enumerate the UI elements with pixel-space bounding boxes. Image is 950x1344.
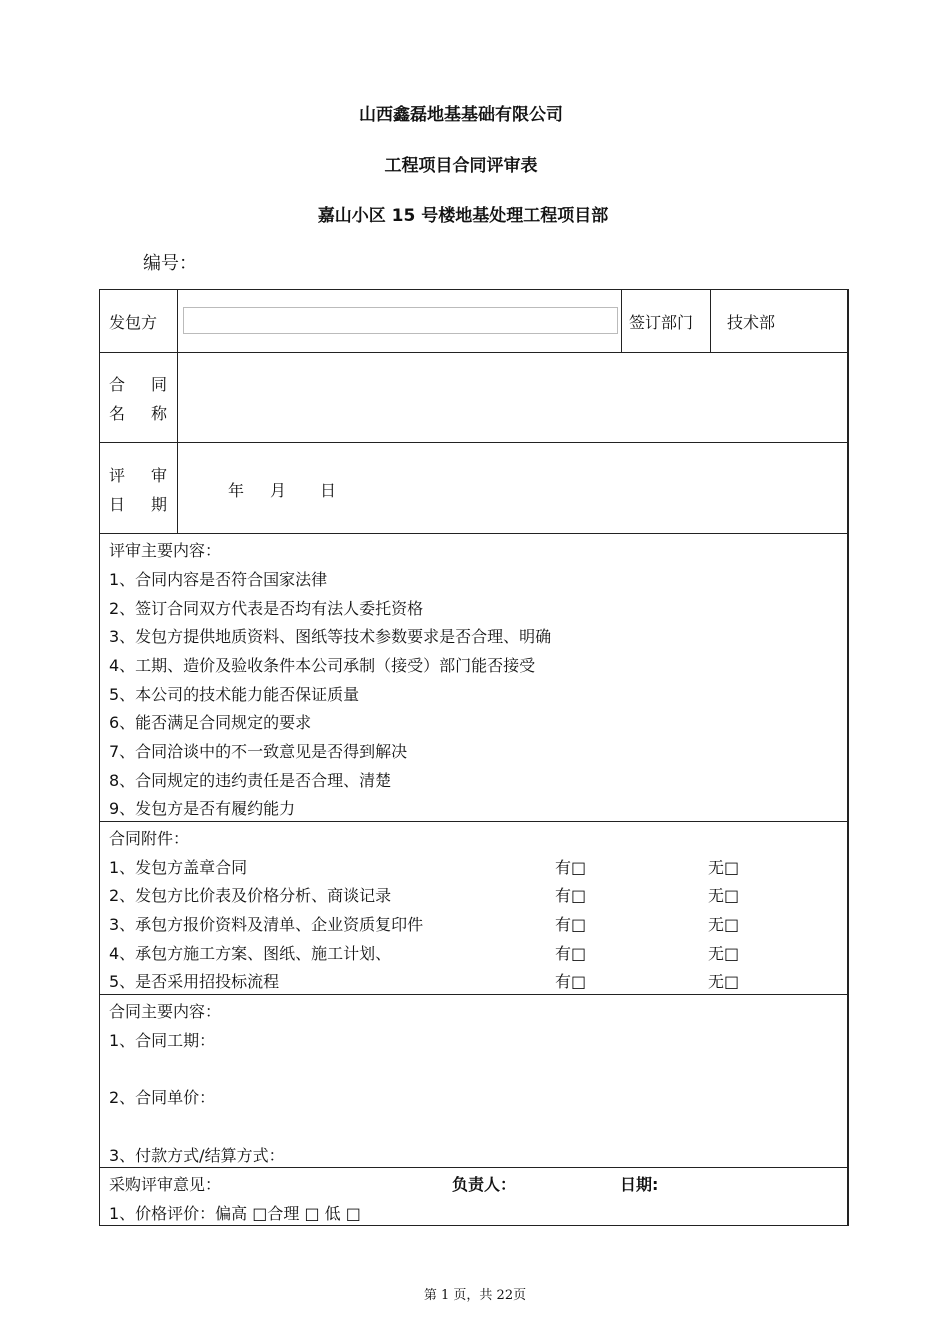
attachment-yes-checkbox[interactable]: 有□ xyxy=(555,915,587,934)
contract-period: 1、合同工期： xyxy=(109,1031,216,1050)
review-date-label-line2 xyxy=(109,492,167,515)
attachment-item: 1、发包方盖章合同 xyxy=(109,858,248,877)
attachment-yes-checkbox[interactable]: 有□ xyxy=(555,858,587,877)
page-number: 第 1 页，共 22页 xyxy=(423,1288,527,1303)
contract-payment: 3、付款方式/结算方式： xyxy=(109,1146,285,1165)
dept-value: 技术部 xyxy=(727,313,776,332)
attachment-no-checkbox[interactable]: 无□ xyxy=(708,858,740,877)
price-evaluation: 1、价格评价：偏高 □合理 □ 低 □ xyxy=(109,1204,361,1223)
purchase-heading: 采购评审意见： xyxy=(109,1175,222,1194)
party-label: 发包方 xyxy=(109,313,158,332)
row-divider xyxy=(99,821,849,822)
label-char: 称 xyxy=(150,404,167,423)
attachment-item: 2、发包方比价表及价格分析、商谈记录 xyxy=(109,886,392,905)
column-divider xyxy=(621,289,622,352)
label-char: 期 xyxy=(150,495,167,514)
attachment-yes-checkbox[interactable]: 有□ xyxy=(555,886,587,905)
label-char: 名 xyxy=(109,404,126,423)
attachment-no-checkbox[interactable]: 无□ xyxy=(708,944,740,963)
review-item: 8、合同规定的违约责任是否合理、清楚 xyxy=(109,771,392,790)
attachment-no-checkbox[interactable]: 无□ xyxy=(708,972,740,991)
attachment-no-checkbox[interactable]: 无□ xyxy=(708,915,740,934)
label-char: 日 xyxy=(109,495,126,514)
review-date-label-line1 xyxy=(109,463,167,486)
date-day: 日 xyxy=(320,481,337,500)
attachment-yes-checkbox[interactable]: 有□ xyxy=(555,972,587,991)
attachment-item: 3、承包方报价资料及清单、企业资质复印件 xyxy=(109,915,424,934)
review-item: 3、发包方提供地质资料、图纸等技术参数要求是否合理、明确 xyxy=(109,627,552,646)
date-label: 日期: xyxy=(620,1175,659,1194)
row-divider xyxy=(99,994,849,995)
label-char: 合 xyxy=(109,375,126,394)
contract-name-label-line1 xyxy=(109,372,167,395)
column-divider xyxy=(710,289,711,352)
project-name: 嘉山小区 15 号楼地基处理工程项目部 xyxy=(317,206,609,226)
review-item: 5、本公司的技术能力能否保证质量 xyxy=(109,685,360,704)
review-item: 2、签订合同双方代表是否均有法人委托资格 xyxy=(109,599,424,618)
contract-unit-price: 2、合同单价： xyxy=(109,1088,216,1107)
review-item: 9、发包方是否有履约能力 xyxy=(109,799,296,818)
form-title: 工程项目合同评审表 xyxy=(384,156,538,176)
label-char: 审 xyxy=(150,466,167,485)
party-input[interactable] xyxy=(183,307,618,334)
review-item: 7、合同洽谈中的不一致意见是否得到解决 xyxy=(109,742,408,761)
review-heading: 评审主要内容： xyxy=(109,541,222,560)
company-name: 山西鑫磊地基基础有限公司 xyxy=(359,105,563,125)
row-divider xyxy=(99,1167,849,1168)
contract-main-heading: 合同主要内容： xyxy=(109,1002,222,1021)
date-month: 月 xyxy=(270,481,287,500)
review-item: 1、合同内容是否符合国家法律 xyxy=(109,570,328,589)
column-divider xyxy=(177,289,178,533)
attachment-no-checkbox[interactable]: 无□ xyxy=(708,886,740,905)
review-item: 6、能否满足合同规定的要求 xyxy=(109,713,312,732)
serial-number-label: 编号： xyxy=(143,253,197,274)
date-year: 年 xyxy=(228,481,245,500)
label-char: 评 xyxy=(109,466,126,485)
label-char: 同 xyxy=(150,375,167,394)
attachment-yes-checkbox[interactable]: 有□ xyxy=(555,944,587,963)
row-divider xyxy=(99,533,849,534)
row-divider xyxy=(99,352,849,353)
row-divider xyxy=(99,442,849,443)
attachment-item: 4、承包方施工方案、图纸、施工计划、 xyxy=(109,944,392,963)
review-item: 4、工期、造价及验收条件本公司承制（接受）部门能否接受 xyxy=(109,656,536,675)
attachments-heading: 合同附件： xyxy=(109,829,190,848)
dept-label: 签订部门 xyxy=(629,313,694,332)
contract-name-label-line2 xyxy=(109,401,167,424)
owner-label: 负责人： xyxy=(452,1175,517,1194)
attachment-item: 5、是否采用招投标流程 xyxy=(109,972,280,991)
